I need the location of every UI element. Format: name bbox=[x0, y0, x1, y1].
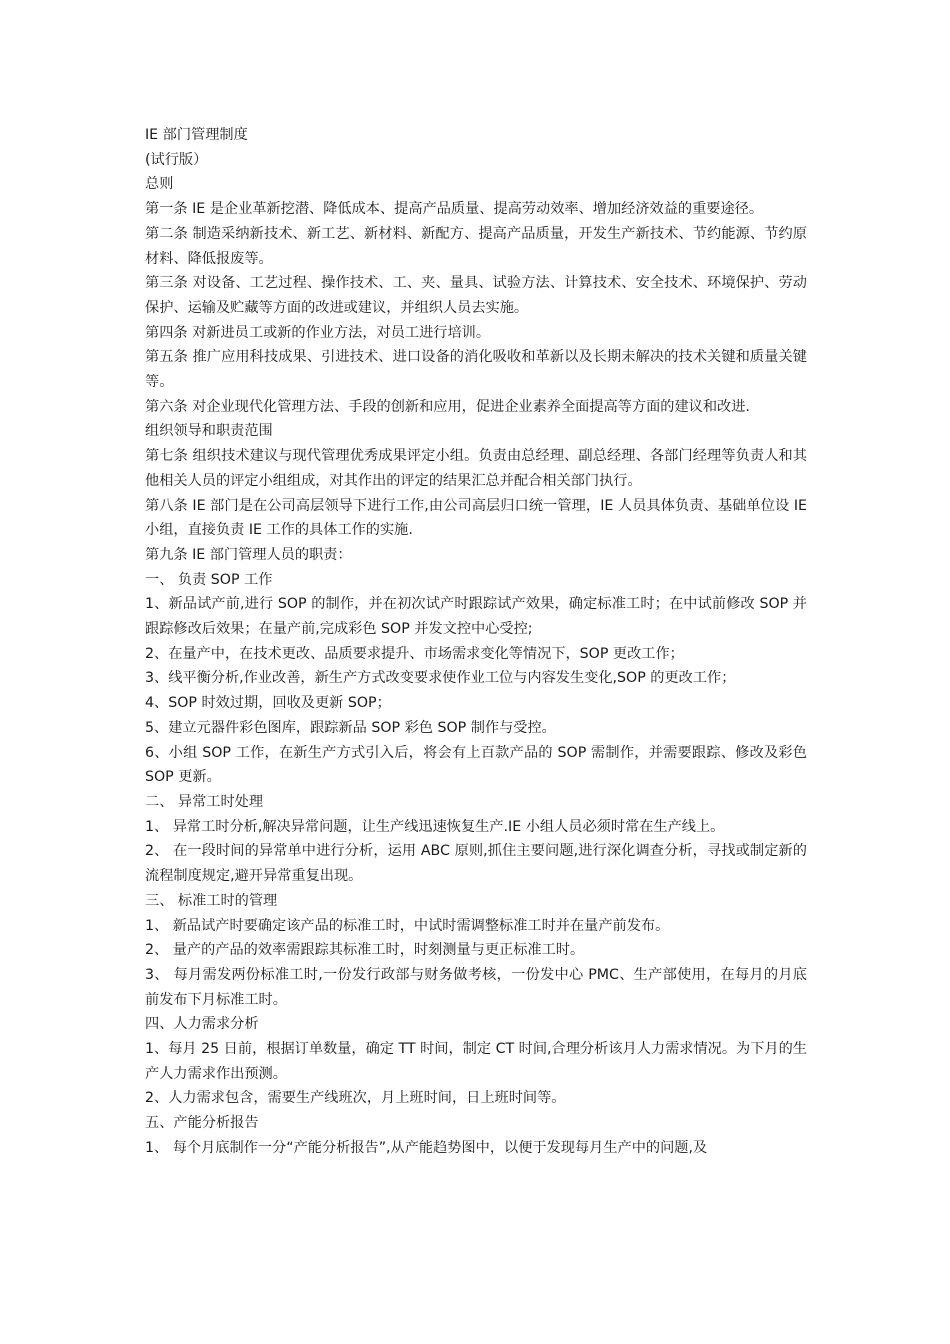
subheading-standard-hours: 三、 标准工时的管理 bbox=[145, 892, 278, 909]
standard-item-1: 1、 新品试产时要确定该产品的标准工时，中试时需调整标准工时并在量产前发布。 bbox=[145, 917, 670, 934]
manpower-item-1: 1、每月 25 日前，根据订单数量，确定 TT 时间，制定 CT 时间,合理分析该月人力需求情况。为下月的生产人力需求作出预测。 bbox=[145, 1041, 807, 1082]
document-title: IE 部门管理制度 bbox=[145, 127, 248, 143]
abnormal-item-2: 2、 在一段时间的异常单中进行分析，运用 ABC 原则,抓住主要问题,进行深化调查分析，寻找或制定新的流程制度规定,避开异常重复出现。 bbox=[145, 843, 807, 885]
sop-item-3: 3、线平衡分析,作业改善，新生产方式改变要求使作业工位与内容发生变化,SOP 的更改工作； bbox=[145, 670, 736, 687]
article-9: 第九条 IE 部门管理人员的职责： bbox=[145, 546, 352, 563]
subheading-sop: 一、 负责 SOP 工作 bbox=[145, 571, 273, 588]
article-5: 第五条 推广应用科技成果、引进技术、进口设备的消化吸收和革新以及长期未解决的技术关键和质量关键等。 bbox=[145, 349, 807, 391]
sop-item-6: 6、小组 SOP 工作，在新生产方式引入后，将会有上百款产品的 SOP 需制作，并需要跟踪、修改及彩色 SOP 更新。 bbox=[145, 744, 807, 786]
article-7: 第七条 组织技术建议与现代管理优秀成果评定小组。负责由总经理、副总经理、各部门经理等负责人和其他相关人员的评定小组组成，对其作出的评定的结果汇总并配合相关部门执行。 bbox=[145, 448, 807, 489]
subheading-abnormal-hours: 二、 异常工时处理 bbox=[145, 793, 264, 810]
section-heading-general: 总则 bbox=[145, 176, 174, 193]
section-heading-organization: 组织领导和职责范围 bbox=[145, 423, 273, 440]
article-1: 第一条 IE 是企业革新挖潜、降低成本、提高产品质量、提高劳动效率、增加经济效益的重要途径。 bbox=[145, 201, 764, 218]
capacity-item-1: 1、 每个月底制作一分“产能分析报告”,从产能趋势图中，以便于发现每月生产中的问题,及 bbox=[145, 1139, 708, 1156]
article-4: 第四条 对新进员工或新的作业方法，对员工进行培训。 bbox=[145, 324, 491, 341]
manpower-item-2: 2、人力需求包含，需要生产线班次，月上班时间，日上班时间等。 bbox=[145, 1090, 566, 1107]
standard-item-2: 2、 量产的产品的效率需跟踪其标准工时，时刻测量与更正标准工时。 bbox=[145, 942, 585, 959]
article-8: 第八条 IE 部门是在公司高层领导下进行工作,由公司高层归口统一管理，IE 人员具体负责、基础单位设 IE 小组，直接负责 IE 工作的具体工作的实施. bbox=[145, 497, 807, 539]
article-6: 第六条 对企业现代化管理方法、手段的创新和应用，促进企业素养全面提高等方面的建议和改进. bbox=[145, 398, 750, 415]
subheading-capacity-report: 五、产能分析报告 bbox=[145, 1115, 259, 1132]
document-page bbox=[145, 123, 807, 1161]
standard-item-3: 3、 每月需发两份标准工时,一份发行政部与财务做考核，一份发中心 PMC、生产部使用，在每月的月底前发布下月标准工时。 bbox=[145, 966, 807, 1008]
article-3: 第三条 对设备、工艺过程、操作技术、工、夹、量具、试验方法、计算技术、安全技术、环境保护、劳动保护、运输及贮藏等方面的改进或建议，并组织人员去实施。 bbox=[145, 275, 807, 316]
sop-item-4: 4、SOP 时效过期，回收及更新 SOP； bbox=[145, 695, 391, 712]
document-subtitle: (试行版） bbox=[145, 151, 208, 168]
sop-item-5: 5、建立元器件彩色图库，跟踪新品 SOP 彩色 SOP 制作与受控。 bbox=[145, 719, 556, 736]
article-2: 第二条 制造采纳新技术、新工艺、新材料、新配方、提高产品质量，开发生产新技术、节约能源、节约原材料、降低报废等。 bbox=[145, 225, 807, 267]
abnormal-item-1: 1、 异常工时分析,解决异常问题，让生产线迅速恢复生产.IE 小组人员必须时常在生产线上。 bbox=[145, 818, 725, 835]
sop-item-2: 2、在量产中，在技术更改、品质要求提升、市场需求变化等情况下，SOP 更改工作； bbox=[145, 645, 684, 662]
subheading-manpower: 四、人力需求分析 bbox=[145, 1016, 259, 1033]
sop-item-1: 1、新品试产前,进行 SOP 的制作，并在初次试产时跟踪试产效果，确定标准工时；在中试前修改 SOP 并跟踪修改后效果；在量产前,完成彩色 SOP 并发文控中心受控; bbox=[145, 596, 807, 638]
